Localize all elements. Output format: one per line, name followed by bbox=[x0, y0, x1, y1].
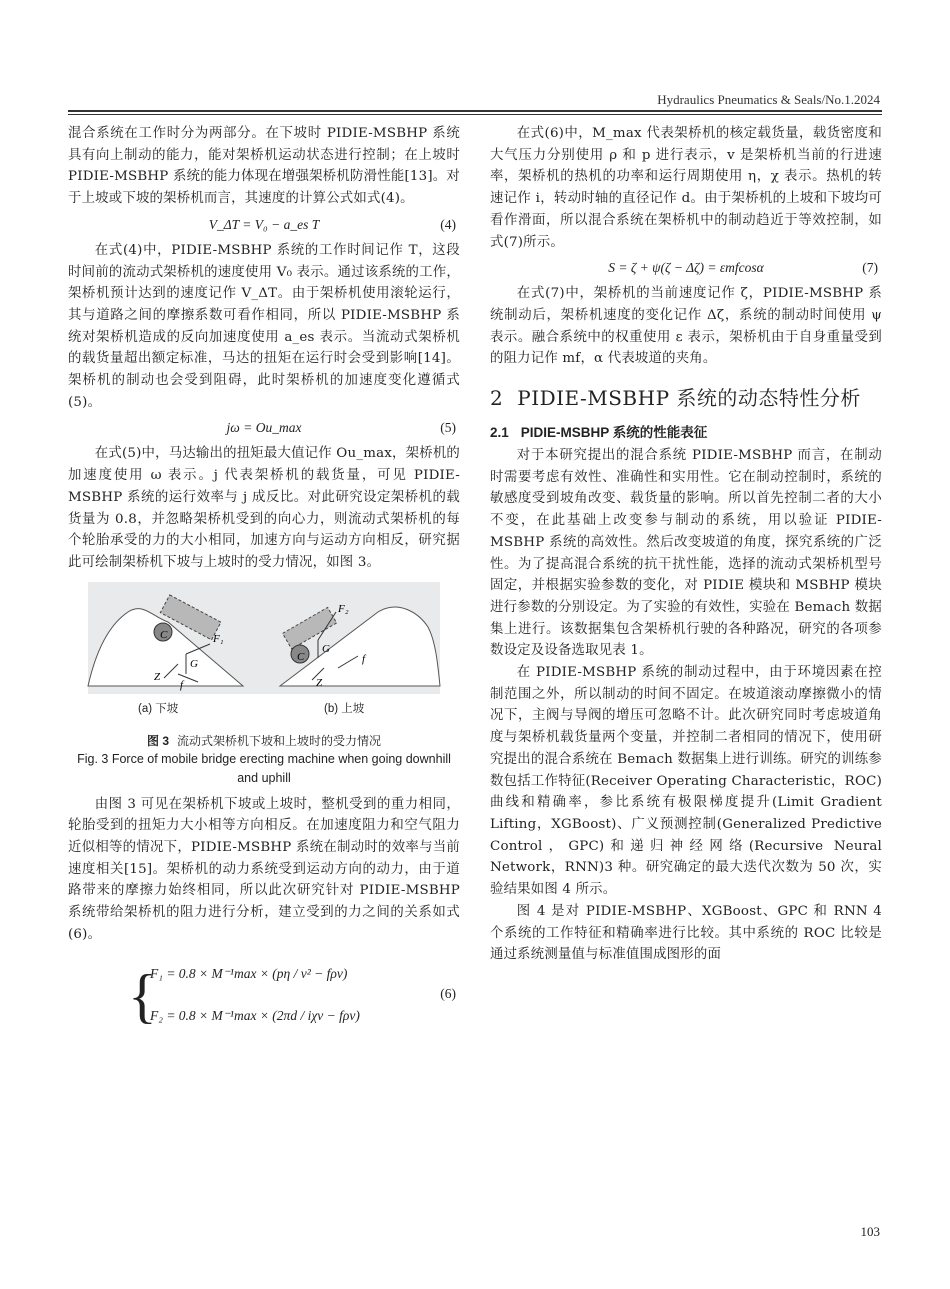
header-rule bbox=[68, 110, 882, 112]
label-f1: F₁ bbox=[213, 632, 224, 645]
paragraph: 在式(6)中，M_max 代表架桥机的核定载货量，载货密度和大气压力分别使用 ρ 和 p 进行表示，v 是架桥机当前的行进速率，架桥机的热机的功率和运行周期使用 η，χ 表示。热机的转速记作 i，转动时轴的直径记作 d。由于架桥机的上坡和下坡均可看作滑面，所以混合系统在架桥机中的制动趋近于等效控制，如式(7)所示。 bbox=[490, 126, 882, 250]
paragraph: 混合系统在工作时分为两部分。在下坡时 PIDIE-MSBHP 系统具有向上制动的能力，能对架桥机运动状态进行控制；在上坡时 PIDIE-MSBHP 系统的能力体现在增强架桥机防滑性能[13]。对于上坡或下坡的架桥机而言，其速度的计算公式如式(4)。 bbox=[68, 126, 460, 207]
label-f-b: f bbox=[362, 652, 366, 665]
journal-header: Hydraulics Pneumatics & Seals/No.1.2024 bbox=[657, 92, 880, 107]
subcaption-b: (b) 上坡 bbox=[324, 702, 365, 715]
label-z-b: Z bbox=[316, 676, 323, 689]
label-c-a: C bbox=[160, 628, 168, 641]
paragraph: 由图 3 可见在架桥机下坡或上坡时，整机受到的重力相同，轮胎受到的扭矩力大小相等方向相反。在加速度阻力和空气阻力近似相等的情况下，PIDIE-MSBHP 系统在制动时的效率与当前速度相关[15]。架桥机的动力系统受到运动方向的动力，由于道路带来的摩擦力始终相同，所以此次研究针对 PIDIE-MSBHP 系统带给架桥机的阻力进行分析，建立受到的力之间的关系如式(6)。 bbox=[68, 796, 460, 942]
equation-6 bbox=[68, 954, 460, 1040]
label-g-a: G bbox=[190, 657, 198, 670]
section-title: PIDIE-MSBHP 系统的动态特性分析 bbox=[517, 386, 861, 411]
left-column bbox=[68, 123, 460, 1044]
figure-caption-label: 图 3 bbox=[146, 733, 169, 748]
equation-brace: { bbox=[128, 962, 157, 1029]
paragraph: 在式(5)中，马达输出的扭矩最大值记作 Ou_max，架桥机的加速度使用 ω 表示。j 代表架桥机的载货量，可见 PIDIE-MSBHP 系统的运行效率与 j 成反比。对此研究设定架桥机的载货量为 0.8，并忽略架桥机受到的向心力，则流动式架桥机的每个轮胎承受的力的大小相同，加速方向与运动方向相反，研究据此可绘制架桥机下坡与上坡时的受力情况，如图 3。 bbox=[68, 446, 460, 570]
section-heading bbox=[490, 382, 882, 411]
subsection-heading bbox=[490, 421, 882, 441]
equation-number: (4) bbox=[440, 216, 456, 232]
page-number: 103 bbox=[860, 1224, 880, 1239]
label-c-b: C bbox=[297, 650, 305, 663]
equation-4 bbox=[68, 214, 460, 236]
equation-body: S = ζ + ψ(ζ − Δζ) = εmfcosα bbox=[608, 260, 764, 276]
subsection-title: PIDIE-MSBHP 系统的性能表征 bbox=[520, 425, 708, 441]
paragraph: 在式(4)中，PIDIE-MSBHP 系统的工作时间记作 T，这段时间前的流动式架桥机的速度使用 V₀ 表示。通过该系统的工作，架桥机预计达到的速度记作 V_ΔT。由于架桥机使用滚轮运行，其与道路之间的摩擦系数可看作相同，所以 PIDIE-MSBHP 系统对架桥机造成的反向加速度使用 a_es 表示。当流动式架桥机的载货量超出额定标准，马达的扭矩在运行时会受到影响[14]。架桥机的制动也会受到阻碍，此时架桥机的加速度变化遵循式(5)。 bbox=[68, 242, 460, 410]
equation-body: V_ΔT = V₀ − a_es T bbox=[208, 216, 320, 232]
figure-3 bbox=[68, 582, 460, 696]
subcaption-a: (a) 下坡 bbox=[138, 702, 179, 715]
equation-body: jω = Ou_max bbox=[226, 420, 302, 436]
equation-5 bbox=[68, 417, 460, 439]
paragraph: 对于本研究提出的混合系统 PIDIE-MSBHP 而言，在制动时需要考虑有效性、准确性和实用性。它在制动控制时，系统的敏感度受到坡角改变、载货量的影响。所以首先控制二者的大小不变，在此基础上改变参与制动的系统，用以验证 PIDIE-MSBHP 系统的高效性。然后改变坡道的角度，探究系统的广泛性。为了提高混合系统的抗干扰性能，选择的流动式架桥机型号固定，并根据实验参数的变化，对 PIDIE 模块和 MSBHP 模块进行参数的分别设定。为了实验的有效性，实验在 Bemach 数据集上进行。该数据集包含架桥机行驶的各种路况，研究的各项参数设定及设备选取见表 1。 bbox=[490, 448, 882, 659]
equation-number: (5) bbox=[440, 420, 456, 436]
equation-number: (7) bbox=[862, 260, 878, 276]
section-number: 2 bbox=[490, 386, 504, 411]
figure-subcaptions bbox=[68, 700, 460, 720]
label-z-a: Z bbox=[154, 670, 161, 683]
header-rule-thin bbox=[68, 114, 882, 115]
subsection-number: 2.1 bbox=[490, 425, 509, 441]
paragraph: 图 4 是对 PIDIE-MSBHP、XGBoost、GPC 和 RNN 4 个系统的工作特征和精确率进行比较。其中系统的 ROC 比较是通过系统测量值与标准值围成图形的面 bbox=[490, 903, 882, 963]
equation-7 bbox=[490, 257, 882, 279]
paragraph: 在 PIDIE-MSBHP 系统的制动过程中，由于环境因素在控制范围之外，所以制动的时间不固定。在坡道滚动摩擦微小的情况下，主阀与导阀的增压可忽略不计。此次研究同时考虑坡道角度与架桥机载货量两个变量，并控制二者相同的情况下，使用研究提出的混合系统在 Bemach 数据集上进行训练。研究的训练参数包括工作特征(Receiver Operating Characteristic，ROC)曲线和精确率，参比系统有极限梯度提升(Limit Gradient Lifting，XGBoost)、广义预测控制(Generalized Predictive Control，GPC)和递归神经网络(Recursive Neural Network，RNN)3 种。研究确定的最大迭代次数为 50 次，实验结果如图 4 所示。 bbox=[490, 665, 882, 898]
figure-caption-text: 流动式架桥机下坡和上坡时的受力情况 bbox=[177, 733, 382, 748]
equation-line: F₁ = 0.8 × M⁻¹max × (pη / v² − fρv) bbox=[150, 965, 348, 981]
figure-caption-en: Fig. 3 Force of mobile bridge erecting machine when going downhill and uphill bbox=[77, 751, 451, 785]
label-g-b: G bbox=[322, 642, 330, 655]
force-diagram bbox=[68, 582, 460, 696]
label-f-a: f bbox=[180, 678, 184, 691]
equation-line: F₂ = 0.8 × M⁻¹max × (2πd / iχv − fρv) bbox=[150, 1007, 360, 1023]
figure-caption-cn bbox=[68, 732, 460, 750]
right-column bbox=[490, 123, 882, 966]
label-f2: F₂ bbox=[338, 602, 349, 615]
equation-number: (6) bbox=[440, 985, 456, 1001]
paragraph: 在式(7)中，架桥机的当前速度记作 ζ，PIDIE-MSBHP 系统制动后，架桥机速度的变化记作 Δζ，系统的制动时间使用 ψ 表示。融合系统中的权重使用 ε 表示，架桥机由于自身重量受到的阻力记作 mf，α 代表坡道的夹角。 bbox=[490, 286, 882, 367]
